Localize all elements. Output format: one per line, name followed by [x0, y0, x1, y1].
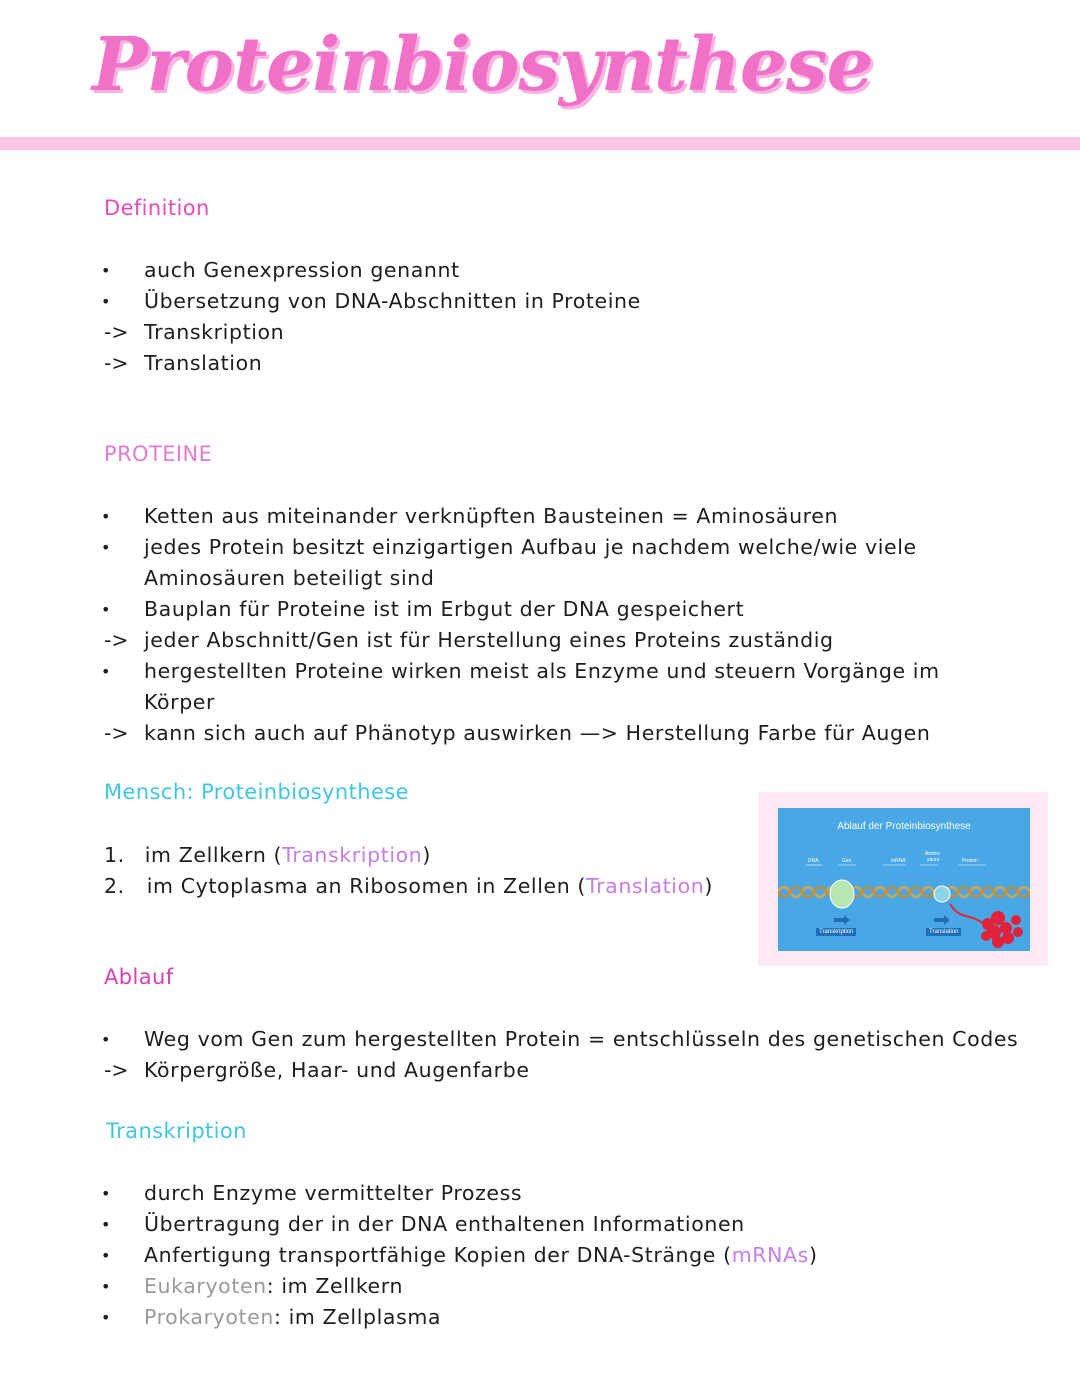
definition-item-text: Transkription: [144, 320, 285, 344]
definition-item-text: auch Genexpression genannt: [144, 258, 460, 282]
highlight-term: mRNAs: [731, 1243, 809, 1267]
bullet-marker: •: [101, 538, 112, 557]
transkription-item-text: durch Enzyme vermittelter Prozess: [144, 1181, 523, 1205]
arrow-marker: ->: [104, 628, 129, 652]
figure-tag-translation: Translation: [926, 928, 961, 936]
definition-heading: Definition: [104, 196, 210, 220]
ablauf-item-text: Weg vom Gen zum hergestellten Protein = entschlüsseln des genetischen Codes: [144, 1027, 1019, 1051]
figure-tag-transkription: Transkription: [816, 928, 856, 936]
figure-title: Ablauf der Proteinbiosynthese: [837, 821, 971, 832]
transkription-item-text: [144, 1243, 818, 1267]
transkription-item-text: [144, 1305, 441, 1329]
bullet-marker: •: [101, 600, 112, 619]
definition-item-text: Translation: [144, 351, 263, 375]
mensch-item: [104, 843, 431, 867]
bullet-marker: •: [101, 1215, 112, 1234]
bullet-marker: •: [101, 292, 112, 311]
page-title: Proteinbiosynthese: [92, 22, 873, 108]
highlight-term: Transkription: [282, 843, 423, 867]
proteine-item-text: Bauplan für Proteine ist im Erbgut der DNA gespeichert: [144, 597, 745, 621]
figure-label-gen: Gen: [842, 858, 852, 864]
bullet-marker: •: [101, 507, 112, 526]
transkription-heading: Transkription: [106, 1119, 247, 1143]
bullet-marker: •: [101, 261, 112, 280]
proteine-heading: PROTEINE: [104, 442, 213, 466]
bullet-marker: •: [101, 1184, 112, 1203]
term-label: Eukaryoten: [144, 1274, 267, 1298]
ablauf-heading: Ablauf: [104, 965, 174, 989]
figure-label-amino: Amino-: [925, 851, 941, 857]
protein-synthesis-figure: [778, 808, 1030, 951]
closing-paren: ): [704, 874, 713, 898]
amino-chain: [950, 904, 984, 924]
proteine-item-text: jeder Abschnitt/Gen ist für Herstellung eines Proteins zuständig: [144, 628, 834, 652]
term-label: Prokaryoten: [144, 1305, 274, 1329]
gene-polymerase-ellipse: [830, 880, 854, 908]
bullet-marker: •: [101, 1308, 112, 1327]
closing-paren: ): [808, 1243, 818, 1267]
arrow-marker: ->: [104, 320, 129, 344]
ablauf-item-text: Körpergröße, Haar- und Augenfarbe: [144, 1058, 530, 1082]
bullet-marker: •: [101, 1277, 112, 1296]
arrow-marker: ->: [104, 1058, 129, 1082]
definition-item-text: Übersetzung von DNA-Abschnitten in Proteine: [144, 289, 641, 313]
figure-label-mrna: mRNA: [891, 858, 906, 864]
proteine-item-text: kann sich auch auf Phänotyp auswirken —> Herstellung Farbe für Augen: [144, 721, 931, 745]
transkription-item-text: [144, 1274, 403, 1298]
mensch-item-text: im Zellkern (: [144, 843, 283, 867]
title-underline-bar: [0, 137, 1080, 150]
item-text: : im Zellkern: [266, 1274, 404, 1298]
mensch-item: [104, 874, 713, 898]
figure-label-dna: DNA: [808, 858, 819, 864]
mensch-heading: Mensch: Proteinbiosynthese: [104, 780, 409, 804]
arrow-translation: [934, 915, 950, 925]
figure-label-saeure: säure: [927, 857, 940, 863]
arrow-transkription: [834, 915, 850, 925]
list-number: 1.: [104, 843, 125, 867]
proteine-item-text: hergestellten Proteine wirken meist als Enzyme und steuern Vorgänge im: [144, 659, 940, 683]
bullet-marker: •: [101, 1030, 112, 1049]
arrow-marker: ->: [104, 721, 129, 745]
mensch-item-text: im Cytoplasma an Ribosomen in Zellen (: [146, 874, 587, 898]
bullet-marker: •: [101, 662, 112, 681]
bullet-marker: •: [101, 1246, 112, 1265]
figure-label-protein: Protein: [962, 858, 978, 864]
ribosome-circle: [934, 886, 950, 902]
proteine-item-continuation: Körper: [144, 690, 216, 714]
item-text: : im Zellplasma: [273, 1305, 442, 1329]
transkription-item-text: Übertragung der in der DNA enthaltenen Informationen: [144, 1212, 745, 1236]
proteine-item-continuation: Aminosäuren beteiligt sind: [144, 566, 435, 590]
item-text: Anfertigung transportfähige Kopien der DNA-Stränge (: [144, 1243, 732, 1267]
highlight-term: Translation: [586, 874, 705, 898]
protein-cluster: [981, 911, 1023, 948]
proteine-item-text: Ketten aus miteinander verknüpften Bausteinen = Aminosäuren: [144, 504, 839, 528]
list-number: 2.: [104, 874, 125, 898]
closing-paren: ): [422, 843, 431, 867]
proteine-item-text: jedes Protein besitzt einzigartigen Aufbau je nachdem welche/wie viele: [144, 535, 917, 559]
arrow-marker: ->: [104, 351, 129, 375]
